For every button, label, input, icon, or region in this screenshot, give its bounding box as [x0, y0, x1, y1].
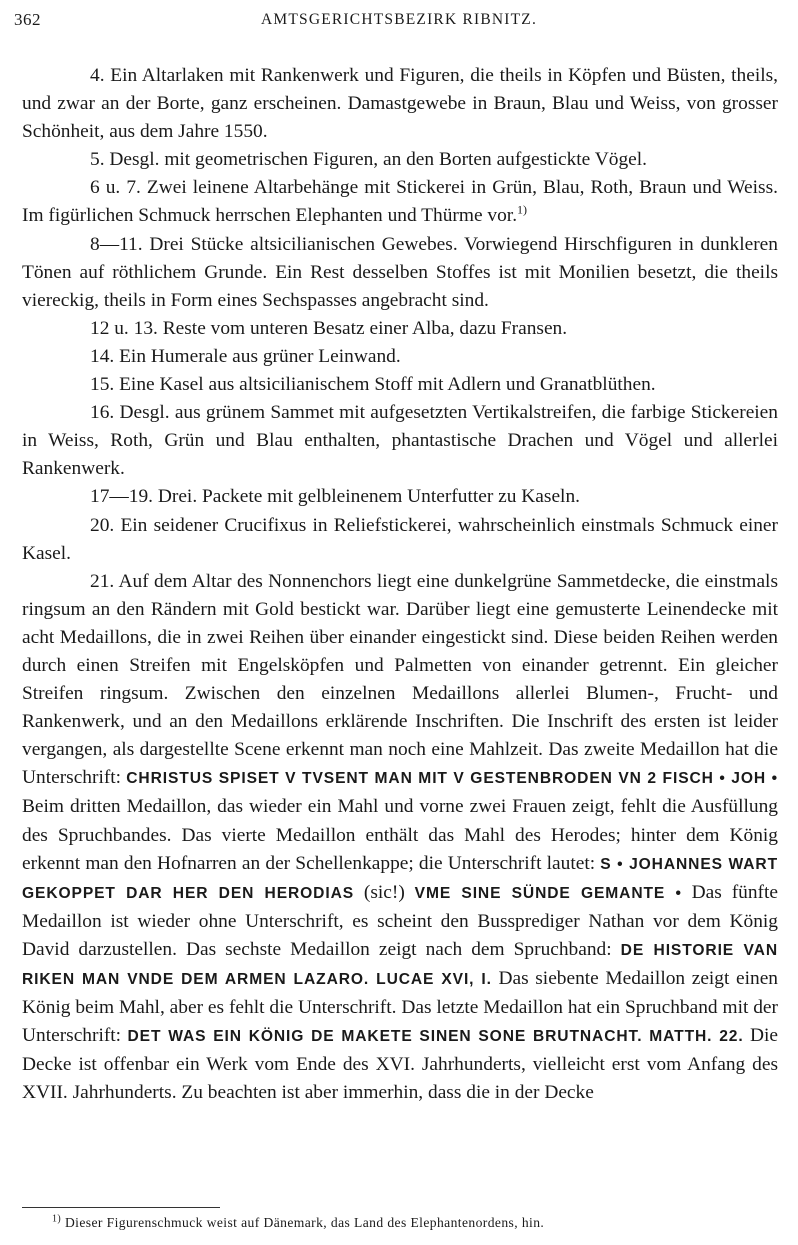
footnote-text: Dieser Figurenschmuck weist auf Dänemark, das Land des Elephantenordens, hin. — [61, 1215, 545, 1230]
paragraph-text: 17—19. Drei. Packete mit gelbleinenem Unterfutter zu Kaseln. — [90, 486, 580, 508]
inscription: S • JOHANNES WART GEKOPPET DAR HER DEN HERODIAS — [22, 855, 778, 902]
paragraph-text: 20. Ein seidener Crucifixus in Reliefstickerei, wahrscheinlich einstmals Schmuck einer Kasel. — [22, 514, 778, 564]
item-paragraph — [22, 315, 778, 343]
page-header — [14, 10, 784, 36]
item-paragraph — [22, 174, 778, 230]
paragraph-text: (sic!) — [354, 881, 415, 903]
inscription: VME SINE SÜNDE GEMANTE • — [414, 884, 682, 902]
paragraph-text: Das siebente Medaillon zeigt einen König beim Mahl, aber es fehlt die Unterschrift. Das letzte Medaillon hat ein Spruchband mit der Unterschrift: — [22, 968, 778, 1047]
paragraph-text: 8—11. Drei Stücke altsicilianischen Gewebes. Vorwiegend Hirschfiguren in dunkleren Tönen auf röthlichem Grunde. Ein Rest desselben Stoffes ist mit Monilien besetzt, die theils viereckig, theils in Form eines Sechspasses angebracht sind. — [22, 233, 778, 311]
item-paragraph — [22, 371, 778, 399]
footnote-divider — [22, 1207, 220, 1208]
inscription: DE HISTORIE VAN RIKEN MAN VNDE DEM ARMEN LAZARO. LUCAE XVI, I. — [22, 941, 778, 988]
page-body — [22, 62, 778, 1107]
running-head: AMTSGERICHTSBEZIRK RIBNITZ. — [260, 11, 538, 28]
paragraph-text: 6 u. 7. Zwei leinene Altarbehänge mit Stickerei in Grün, Blau, Roth, Braun und Weiss. Im figürlichen Schmuck herrschen Elephanten und Thürme vor. — [22, 177, 778, 227]
inscription: CHRISTUS SPISET V TVSENT MAN MIT V GESTENBRODEN VN 2 FISCH • JOH • — [126, 770, 779, 788]
paragraph-text: Das fünfte Medaillon ist wieder ohne Unterschrift, es scheint den Bussprediger Nathan vor dem König David darzustellen. Das sechste Medaillon zeigt nach dem Spruchband: — [22, 881, 778, 960]
paragraph-text: Die Decke ist offenbar ein Werk vom Ende des XVI. Jahrhunderts, vielleicht erst vom Anfang des XVII. Jahrhunderts. Zu beachten ist aber immerhin, dass die in der Decke — [22, 1025, 779, 1104]
item-paragraph — [22, 483, 778, 511]
paragraph-text: 16. Desgl. aus grünem Sammet mit aufgesetzten Vertikalstreifen, die farbige Stickereien in Weiss, Roth, Grün und Blau enthalten, phantastische Drachen und Vögel und allerlei Rankenwerk. — [22, 402, 778, 480]
paragraph-text: 14. Ein Humerale aus grüner Leinwand. — [90, 345, 401, 367]
page-number: 362 — [14, 10, 41, 29]
inscription: DET WAS EIN KÖNIG DE MAKETE SINEN SONE BRUTNACHT. MATTH. 22. — [127, 1028, 744, 1046]
paragraph-text: Beim dritten Medaillon, das wieder ein Mahl und vorne zwei Frauen zeigt, fehlt die Ausfüllung des Spruchbandes. Das vierte Medaillon enthält das Mahl des Herodes; hinter dem König erkennt man den Hofnarren an der Schellenkappe; die Unterschrift lautet: — [22, 796, 778, 874]
item-paragraph — [22, 231, 778, 315]
footnote — [52, 1214, 776, 1232]
footnote-mark: 1) — [52, 1213, 62, 1225]
paragraph-text: 12 u. 13. Reste vom unteren Besatz einer Alba, dazu Fransen. — [90, 317, 568, 339]
footnote-reference: 1) — [517, 203, 528, 217]
paragraph-text: 5. Desgl. mit geometrischen Figuren, an den Borten aufgestickte Vögel. — [90, 149, 647, 171]
item-paragraph — [22, 512, 778, 568]
paragraph-text: 15. Eine Kasel aus altsicilianischem Stoff mit Adlern und Granatblüthen. — [90, 374, 656, 396]
item-paragraph — [22, 62, 778, 146]
item-21-paragraph — [22, 568, 778, 1108]
paragraph-text: 21. Auf dem Altar des Nonnenchors liegt eine dunkelgrüne Sammetdecke, die einstmals ringsum an den Rändern mit Gold bestickt war. Darüber liegt eine gemusterte Leinendecke mit acht Medaillons, die in zwei Reihen über einander eingestickt sind. Diese beiden Reihen werden durch einen Streifen mit Engelsköpfen und Palmetten von einander getrennt. Ein gleicher Streifen ringsum. Zwischen den einzelnen Medaillons allerlei Blumen-, Frucht- und Rankenwerk, und an den Medaillons erklärende Inschriften. Die Inschrift des ersten ist leider vergangen, als dargestellte Scene erkennt man noch eine Mahlzeit. Das zweite Medaillon hat die Unterschrift: — [22, 570, 778, 789]
item-paragraph — [22, 146, 778, 174]
item-paragraph — [22, 343, 778, 371]
paragraph-text: 4. Ein Altarlaken mit Rankenwerk und Figuren, die theils in Köpfen und Büsten, theils, und zwar an der Borte, ganz erscheinen. Damastgewebe in Braun, Blau und Weiss, von grosser Schönheit, aus dem Jahre 1550. — [22, 65, 778, 143]
item-paragraph — [22, 399, 778, 483]
